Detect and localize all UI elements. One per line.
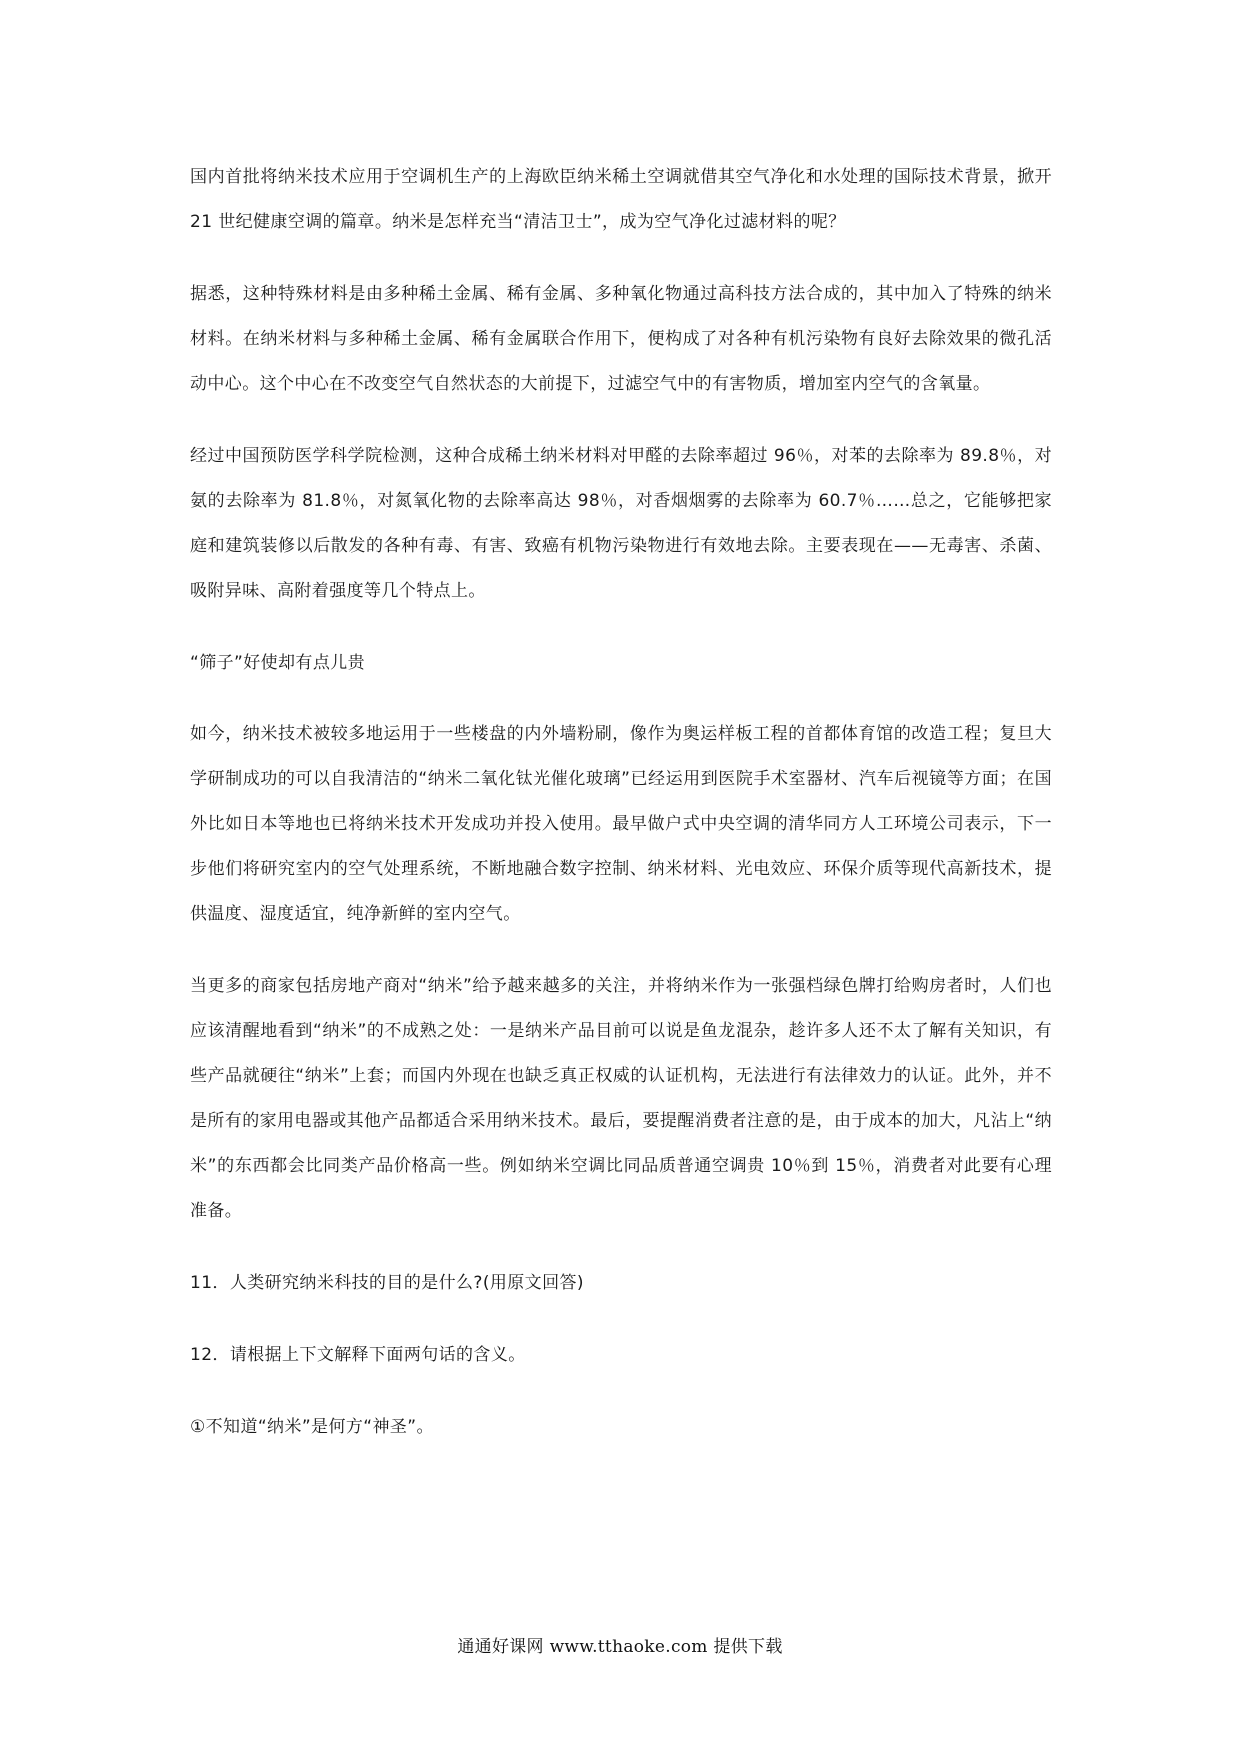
question-12-item-1: ①不知道“纳米”是何方“神圣”。 <box>190 1417 434 1437</box>
paragraph-material: 据悉，这种特殊材料是由多种稀土金属、稀有金属、多种氧化物通过高科技方法合成的，其中加入了特殊的纳米材料。在纳米材料与多种稀土金属、稀有金属联合作用下，便构成了对各种有机污染物有良好去除效果的微孔活动中心。这个中心在不改变空气自然状态的大前提下，过滤空气中的有害物质，增加室内空气的含氧量。 <box>190 284 1052 394</box>
section-heading: “筛子”好使却有点儿贵 <box>190 653 366 673</box>
question-11: 11．人类研究纳米科技的目的是什么?(用原文回答) <box>190 1273 584 1293</box>
paragraph-applications: 如今，纳米技术被较多地运用于一些楼盘的内外墙粉刷，像作为奥运样板工程的首都体育馆的改造工程；复旦大学研制成功的可以自我清洁的“纳米二氧化钛光催化玻璃”已经运用到医院手术室器材、汽车后视镜等方面；在国外比如日本等地也已将纳米技术开发成功并投入使用。最早做户式中央空调的清华同方人工环境公司表示，下一步他们将研究室内的空气处理系统，不断地融合数字控制、纳米材料、光电效应、环保介质等现代高新技术，提供温度、湿度适宜，纯净新鲜的室内空气。 <box>190 724 1052 924</box>
paragraph-caution: 当更多的商家包括房地产商对“纳米”给予越来越多的关注，并将纳米作为一张强档绿色牌打给购房者时，人们也应该清醒地看到“纳米”的不成熟之处：一是纳米产品目前可以说是鱼龙混杂，趁许多人还不太了解有关知识，有些产品就硬往“纳米”上套；而国内外现在也缺乏真正权威的认证机构，无法进行有法律效力的认证。此外，并不是所有的家用电器或其他产品都适合采用纳米技术。最后，要提醒消费者注意的是，由于成本的加大，凡沾上“纳米”的东西都会比同类产品价格高一些。例如纳米空调比同品质普通空调贵 10％到 15％，消费者对此要有心理准备。 <box>190 976 1052 1221</box>
document-body <box>190 155 1052 1477</box>
question-12: 12．请根据上下文解释下面两句话的含义。 <box>190 1345 526 1365</box>
paragraph-test-results: 经过中国预防医学科学院检测，这种合成稀土纳米材料对甲醛的去除率超过 96％，对苯的去除率为 89.8％，对氨的去除率为 81.8％，对氮氧化物的去除率高达 98％，对香烟烟雾的去除率为 60.7％……总之，它能够把家庭和建筑装修以后散发的各种有毒、有害、致癌有机物污染物进行有效地去除。主要表现在——无毒害、杀菌、吸附异味、高附着强度等几个特点上。 <box>190 446 1052 601</box>
footer-source: 通通好课网 www.tthaoke.com 提供下载 <box>457 1637 783 1657</box>
paragraph-intro: 国内首批将纳米技术应用于空调机生产的上海欧臣纳米稀土空调就借其空气净化和水处理的国际技术背景，掀开 21 世纪健康空调的篇章。纳米是怎样充当“清洁卫士”，成为空气净化过滤材料的呢？ <box>190 167 1052 232</box>
